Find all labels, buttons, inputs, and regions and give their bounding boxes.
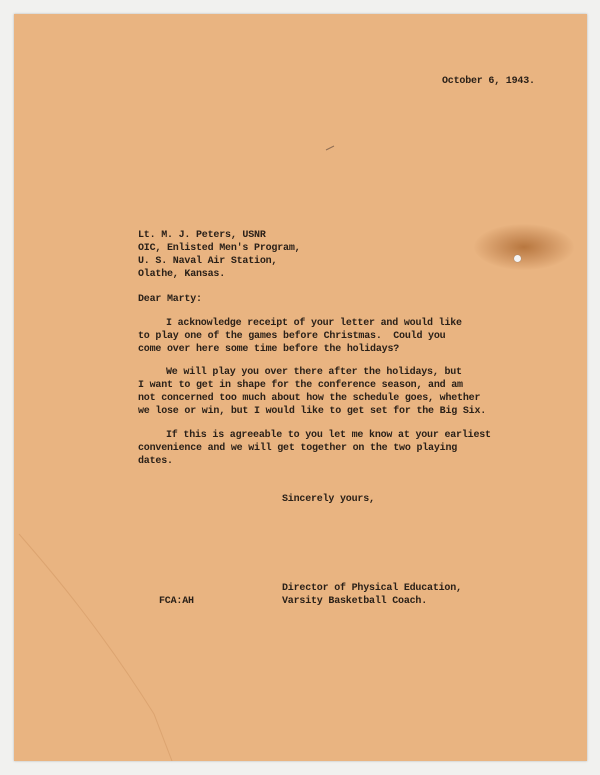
body-line: We will play you over there after the holidays, but bbox=[166, 367, 462, 378]
letter-date: October 6, 1943. bbox=[442, 76, 535, 87]
signature-title-line: Director of Physical Education, bbox=[282, 583, 462, 594]
salutation: Dear Marty: bbox=[138, 294, 202, 305]
body-line: not concerned too much about how the schedule goes, whether bbox=[138, 393, 481, 404]
letter-page bbox=[14, 14, 587, 761]
punch-hole bbox=[514, 255, 521, 262]
body-line: we lose or win, but I would like to get set for the Big Six. bbox=[138, 406, 487, 417]
body-line: I acknowledge receipt of your letter and would like bbox=[166, 318, 462, 329]
body-line: convenience and we will get together on the two playing bbox=[138, 443, 458, 454]
address-line: U. S. Naval Air Station, bbox=[138, 256, 278, 267]
burn-mark bbox=[474, 224, 574, 270]
body-line: to play one of the games before Christmas. Could you bbox=[138, 331, 446, 342]
typist-initials: FCA:AH bbox=[159, 596, 194, 607]
body-line: come over here some time before the holidays? bbox=[138, 344, 400, 355]
address-line: Lt. M. J. Peters, USNR bbox=[138, 230, 266, 241]
closing: Sincerely yours, bbox=[282, 494, 375, 505]
address-line: Olathe, Kansas. bbox=[138, 269, 226, 280]
body-line: dates. bbox=[138, 456, 173, 467]
body-line: If this is agreeable to you let me know at your earliest bbox=[166, 430, 491, 441]
body-line: I want to get in shape for the conference season, and am bbox=[138, 380, 463, 391]
signature-title-line: Varsity Basketball Coach. bbox=[282, 596, 428, 607]
address-line: OIC, Enlisted Men's Program, bbox=[138, 243, 301, 254]
